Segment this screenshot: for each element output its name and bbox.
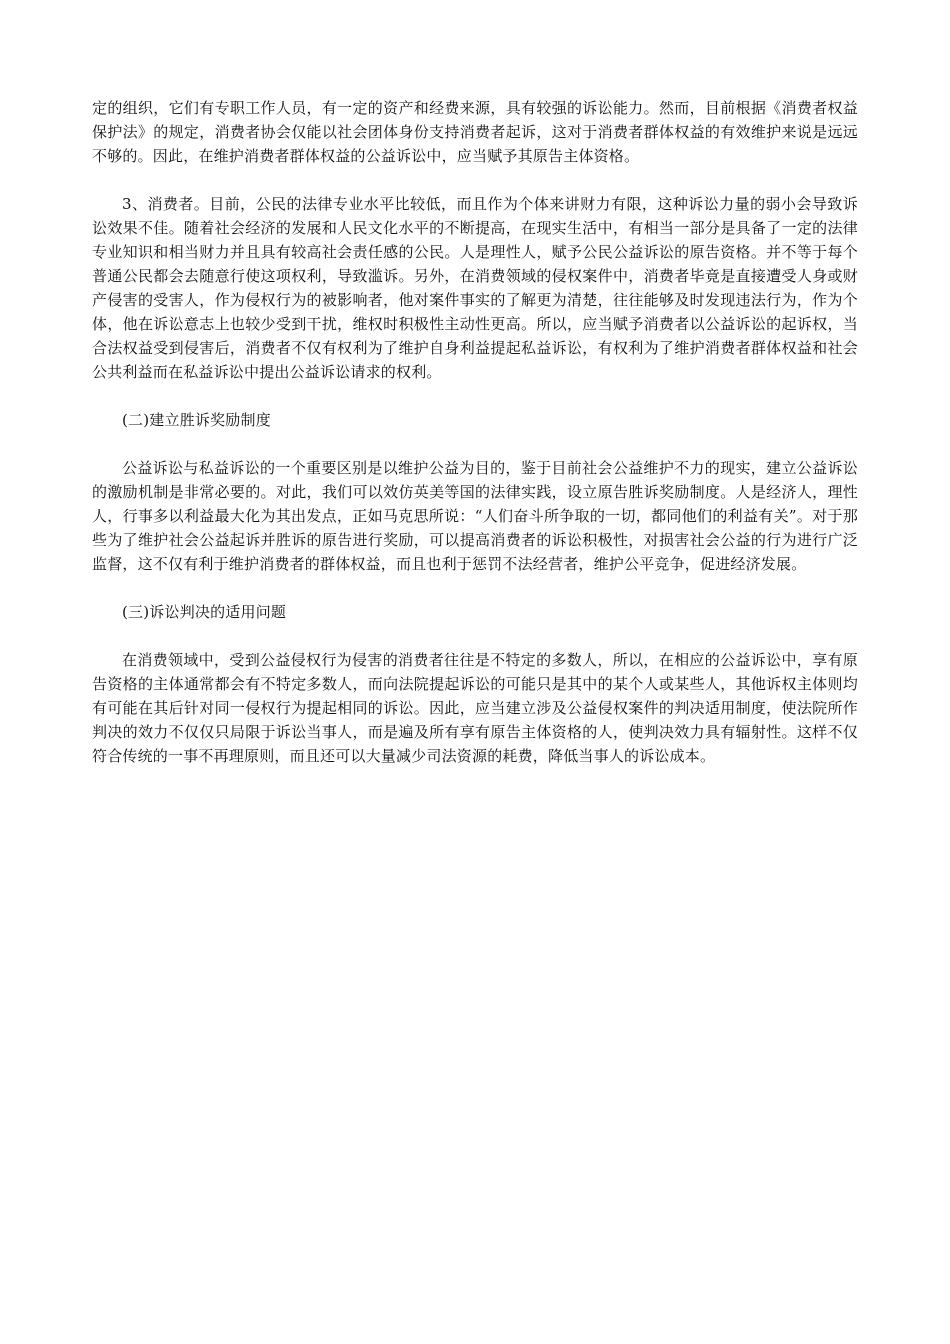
document-page: [92, 96, 858, 792]
consumer-paragraph: 3、消费者。目前，公民的法律专业水平比较低，而且作为个体来讲财力有限，这种诉讼力量的弱小会导致诉讼效果不佳。随着社会经济的发展和人民文化水平的不断提高，在现实生活中，有相当一部分是具备了一定的法律专业知识和相当财力并且具有较高社会责任感的公民。人是理性人，赋予公民公益诉讼的原告资格。并不等于每个普通公民都会去随意行使这项权利，导致滥诉。另外，在消费领域的侵权案件中，消费者毕竟是直接遭受人身或财产侵害的受害人，作为侵权行为的被影响者，他对案件事实的了解更为清楚，往往能够及时发现违法行为，作为个体，他在诉讼意志上也较少受到干扰，维权时积极性主动性更高。所以，应当赋予消费者以公益诉讼的起诉权，当合法权益受到侵害后，消费者不仅有权利为了维护自身利益提起私益诉讼，有权利为了维护消费者群体权益和社会公共利益而在私益诉讼中提出公益诉讼请求的权利。: [92, 195, 858, 381]
continuation-paragraph: 定的组织，它们有专职工作人员，有一定的资产和经费来源，具有较强的诉讼能力。然而，目前根据《消费者权益保护法》的规定，消费者协会仅能以社会团体身份支持消费者起诉，这对于消费者群体权益的有效维护来说是远远不够的。因此，在维护消费者群体权益的公益诉讼中，应当赋予其原告主体资格。: [92, 99, 858, 165]
reward-paragraph: 公益诉讼与私益诉讼的一个重要区别是以维护公益为目的，鉴于目前社会公益维护不力的现实，建立公益诉讼的激励机制是非常必要的。对此，我们可以效仿英美等国的法律实践，设立原告胜诉奖励制度。人是经济人，理性人，行事多以利益最大化为其出发点，正如马克思所说：“人们奋斗所争取的一切，都同他们的利益有关”。对于那些为了维护社会公益起诉并胜诉的原告进行奖励，可以提高消费者的诉讼积极性，对损害社会公益的行为进行广泛监督，这不仅有利于维护消费者的群体权益，而且也利于惩罚不法经营者，维护公平竞争，促进经济发展。: [92, 459, 858, 573]
judgment-paragraph: 在消费领域中，受到公益侵权行为侵害的消费者往往是不特定的多数人，所以，在相应的公益诉讼中，享有原告资格的主体通常都会有不特定多数人，而向法院提起诉讼的可能只是其中的某个人或某些人，其他诉权主体则均有可能在其后针对同一侵权行为提起相同的诉讼。因此，应当建立涉及公益侵权案件的判决适用制度，使法院所作判决的效力不仅仅只局限于诉讼当事人，而是遍及所有享有原告主体资格的人，使判决效力具有辐射性。这样不仅符合传统的一事不再理原则，而且还可以大量减少司法资源的耗费，降低当事人的诉讼成本。: [92, 651, 858, 765]
section-heading-judgment: (三)诉讼判决的适用问题: [122, 603, 287, 621]
section-heading-reward: (二)建立胜诉奖励制度: [122, 411, 271, 429]
